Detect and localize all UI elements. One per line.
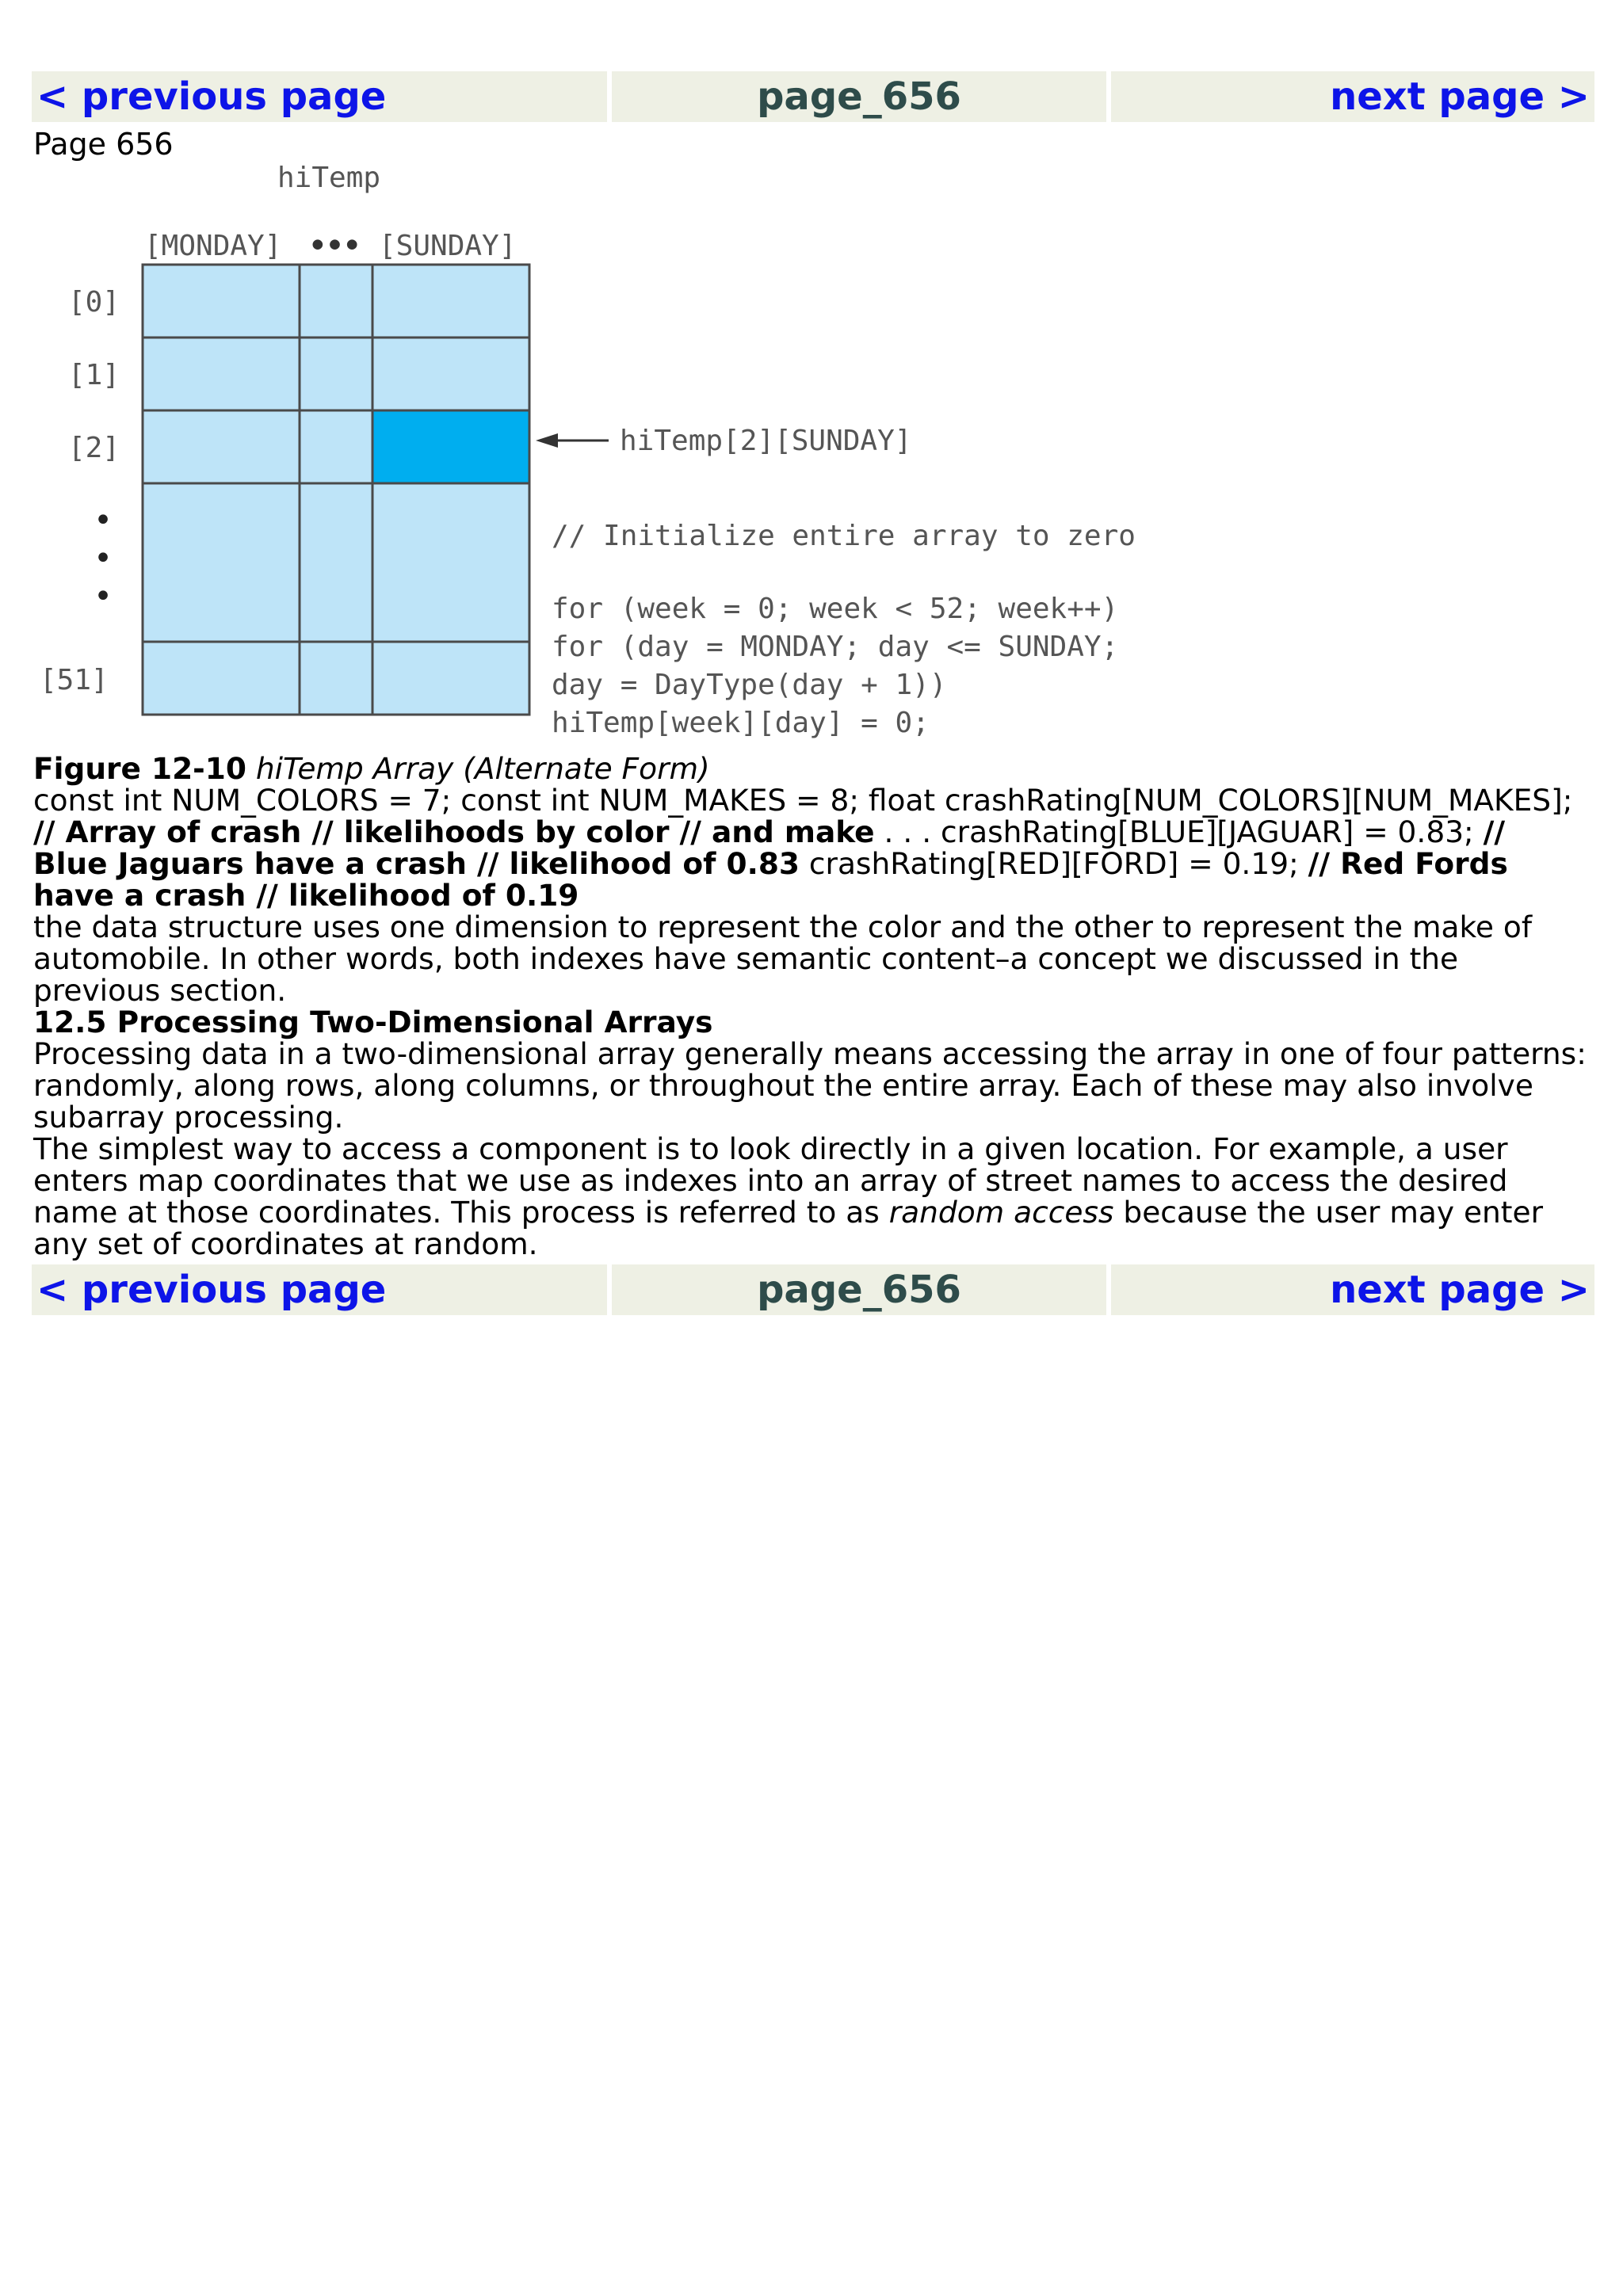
previous-page-link-bottom[interactable]: < previous page	[32, 1264, 607, 1315]
pointer-arrow	[536, 433, 609, 448]
cell-51-sun	[372, 642, 529, 715]
page-indicator: page_656	[612, 71, 1106, 122]
col-dots: •••	[309, 230, 361, 262]
code-text-3: crashRating[RED][FORD] = 0.19;	[808, 846, 1299, 881]
code-comment-2: // Blue Jaguars have a crash // likelihood of 0.83	[33, 814, 1506, 881]
paragraph-3-after: because the user may enter any set of coordinates at random.	[33, 1195, 1544, 1261]
col-label-monday: [MONDAY]	[144, 230, 282, 262]
row-dot-1: •	[94, 502, 113, 539]
cell-0-sun	[372, 265, 529, 338]
col-label-sunday: [SUNDAY]	[379, 230, 517, 262]
paragraph-3-before: The simplest way to access a component is to look directly in a given location. For example, a user enters map coordinates that we use as indexes into an array of street names to access the desired name at those coordinates. This process is referred to as	[33, 1131, 1508, 1230]
cell-1-sun	[372, 338, 529, 410]
code-line-4: day = DayType(day + 1))	[552, 669, 947, 701]
code-line-1: // Initialize entire array to zero	[552, 520, 1136, 552]
paragraph-1: the data structure uses one dimension to represent the color and the other to represent the make of automobile. In other words, both indexes have semantic content–a concept we discussed in the previous section.	[33, 910, 1533, 1008]
array-grid	[143, 265, 529, 715]
cell-2-sun-highlight	[372, 410, 529, 483]
code-line-3: for (day = MONDAY; day <= SUNDAY;	[552, 631, 1119, 663]
code-text-2: . . . crashRating[BLUE][JAGUAR] = 0.83;	[884, 814, 1474, 849]
code-line-2: for (week = 0; week < 52; week++)	[552, 593, 1119, 625]
cell-1-mid	[300, 338, 372, 410]
random-access-term: random access	[888, 1195, 1114, 1230]
cell-gap-mid	[300, 483, 372, 642]
paragraph-2: Processing data in a two-dimensional array generally means accessing the array in one of four patterns: randomly, along rows, along columns, or throughout the entire array. Each of these may also involve subarray processing.	[33, 1036, 1587, 1135]
paragraph-3	[33, 1133, 1587, 1260]
cell-2-mon	[143, 410, 300, 483]
row-label-1: [1]	[68, 359, 120, 391]
previous-page-link[interactable]: < previous page	[32, 71, 607, 122]
caption-label: Figure 12-10	[33, 751, 246, 786]
cell-1-mon	[143, 338, 300, 410]
next-page-link[interactable]: next page >	[1111, 71, 1594, 122]
code-line-5: hiTemp[week][day] = 0;	[552, 707, 930, 739]
bottom-navbar	[32, 1264, 1594, 1315]
body-text	[33, 753, 1587, 1260]
figure-caption	[33, 753, 1587, 784]
code-comment-3: // Red Fords have a crash // likelihood of 0.19	[33, 846, 1508, 913]
next-page-link-bottom[interactable]: next page >	[1111, 1264, 1594, 1315]
caption-title: hiTemp Array (Alternate Form)	[255, 751, 710, 786]
cell-2-mid	[300, 410, 372, 483]
figure-12-10	[32, 158, 1490, 759]
page-number-text: Page 656	[33, 127, 174, 162]
cell-51-mid	[300, 642, 372, 715]
row-label-2: [2]	[68, 432, 120, 464]
code-text-1: const int NUM_COLORS = 7; const int NUM_MAKES = 8; float crashRating[NUM_COLORS][NUM_MAKES];	[33, 783, 1573, 818]
cell-51-mon	[143, 642, 300, 715]
row-label-0: [0]	[68, 286, 120, 318]
cell-0-mon	[143, 265, 300, 338]
cell-gap-mon	[143, 483, 300, 642]
row-label-51: [51]	[40, 664, 109, 696]
hitemp-array-diagram	[32, 158, 1490, 759]
arrow-label: hiTemp[2][SUNDAY]	[620, 425, 912, 457]
code-comment-1: // Array of crash // likelihoods by color // and make	[33, 814, 875, 849]
cell-0-mid	[300, 265, 372, 338]
cell-gap-sun	[372, 483, 529, 642]
row-dot-2: •	[94, 540, 113, 577]
row-dot-3: •	[94, 578, 113, 615]
section-heading: 12.5 Processing Two-Dimensional Arrays	[33, 1005, 713, 1039]
code-paragraph	[33, 784, 1587, 911]
page-indicator-bottom: page_656	[612, 1264, 1106, 1315]
top-navbar	[32, 71, 1594, 122]
array-name-label: hiTemp	[277, 162, 381, 194]
